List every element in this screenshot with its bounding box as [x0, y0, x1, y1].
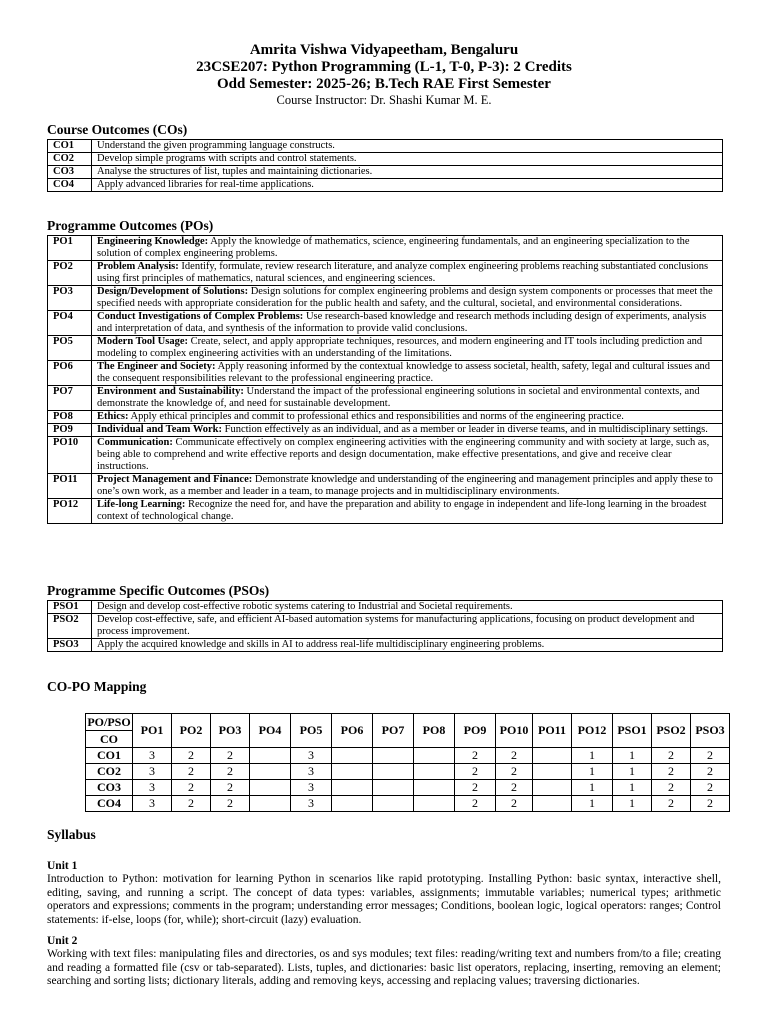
mapping-cell: 1 [572, 780, 613, 796]
outcome-text: Apply advanced libraries for real-time applications. [92, 179, 723, 192]
po-row [48, 261, 723, 286]
mapping-column-header: PO3 [211, 714, 250, 748]
po-row [48, 236, 723, 261]
mapping-cell [250, 764, 291, 780]
outcome-description: Function effectively as an individual, and as a member or leader in diverse teams, and in multidisciplinary settings. [224, 424, 708, 435]
mapping-cell [414, 748, 455, 764]
mapping-cell: 2 [172, 764, 211, 780]
outcome-text [92, 499, 723, 524]
mapping-cell [250, 780, 291, 796]
mapping-column-header: PO6 [332, 714, 373, 748]
mapping-column-header: PSO2 [652, 714, 691, 748]
mapping-column-header: PO4 [250, 714, 291, 748]
course-title: 23CSE207: Python Programming (L-1, T-0, P-3): 2 Credits [196, 59, 572, 75]
mapping-cell [373, 748, 414, 764]
mapping-cell: 2 [652, 780, 691, 796]
mapping-column-header: PO12 [572, 714, 613, 748]
outcome-code: PO10 [48, 437, 92, 474]
outcome-description: Communicate effectively on complex engineering activities with the engineering community and with society at large, such as, being able to comprehend and write effective reports and design documentation, make effective presentations, and give and receive clear instructions. [97, 437, 710, 472]
outcome-code: PO4 [48, 311, 92, 336]
mapping-row-label: CO1 [86, 748, 133, 764]
mapping-column-header: PO1 [133, 714, 172, 748]
outcome-description: Apply ethical principles and commit to professional ethics and responsibilities and norms of the engineering practice. [130, 411, 624, 422]
mapping-cell: 3 [291, 764, 332, 780]
outcome-title: Problem Analysis: [97, 261, 179, 272]
outcome-code: PO2 [48, 261, 92, 286]
outcome-text [92, 474, 723, 499]
mapping-cell: 2 [691, 748, 730, 764]
outcome-text [92, 411, 723, 424]
cos-table [47, 139, 723, 192]
mapping-cell [332, 780, 373, 796]
co-row [48, 140, 723, 153]
mapping-cell [332, 764, 373, 780]
outcome-description: Recognize the need for, and have the preparation and ability to engage in independent and life-long learning in the broadest context of technological change. [97, 499, 707, 522]
po-row [48, 411, 723, 424]
mapping-cell: 2 [211, 748, 250, 764]
mapping-cell: 2 [172, 748, 211, 764]
po-row [48, 499, 723, 524]
mapping-row [86, 796, 730, 812]
mapping-column-header: PO8 [414, 714, 455, 748]
mapping-cell: 1 [572, 796, 613, 812]
mapping-cell: 2 [652, 796, 691, 812]
mapping-row-label: CO2 [86, 764, 133, 780]
outcome-code: CO1 [48, 140, 92, 153]
mapping-column-header: PO7 [373, 714, 414, 748]
outcome-code: PO1 [48, 236, 92, 261]
outcome-text: Understand the given programming language constructs. [92, 140, 723, 153]
outcome-title: The Engineer and Society: [97, 361, 216, 372]
outcome-code: PO11 [48, 474, 92, 499]
mapping-cell [373, 764, 414, 780]
outcome-description: Apply reasoning informed by the contextual knowledge to assess societal, health, safety, legal and cultural issues and the consequent responsibilities relevant to the professional engineering practice. [97, 361, 710, 384]
outcome-text: Apply the acquired knowledge and skills in AI to address real-life multidisciplinary engineering problems. [92, 639, 723, 652]
outcome-description: Apply the knowledge of mathematics, science, engineering fundamentals, and an engineering specialization to the solution of complex engineering problems. [97, 236, 690, 259]
mapping-cell: 2 [496, 796, 533, 812]
outcome-text [92, 261, 723, 286]
psos-heading: Programme Specific Outcomes (PSOs) [47, 583, 270, 598]
outcome-code: PO12 [48, 499, 92, 524]
mapping-cell: 2 [211, 796, 250, 812]
mapping-row-label: CO4 [86, 796, 133, 812]
mapping-row [86, 780, 730, 796]
outcome-code: CO2 [48, 153, 92, 166]
outcome-code: PO7 [48, 386, 92, 411]
mapping-cell [250, 796, 291, 812]
po-row [48, 386, 723, 411]
outcome-description: Create, select, and apply appropriate techniques, resources, and modern engineering and IT tools including prediction and modeling to complex engineering activities with an understanding of the limitations. [97, 336, 703, 359]
pso-row [48, 601, 723, 614]
outcome-code: PSO3 [48, 639, 92, 652]
mapping-column-header: PO9 [455, 714, 496, 748]
mapping-cell [373, 796, 414, 812]
pos-table [47, 235, 723, 524]
mapping-row-label: CO3 [86, 780, 133, 796]
outcome-description: Identify, formulate, review research literature, and analyze complex engineering problems reaching substantiated conclusions using first principles of mathematics, natural sciences, and engineering sciences. [97, 261, 709, 284]
mapping-cell: 3 [133, 780, 172, 796]
outcome-code: CO4 [48, 179, 92, 192]
po-row [48, 286, 723, 311]
outcome-code: PSO1 [48, 601, 92, 614]
mapping-cell: 2 [496, 764, 533, 780]
unit2-title: Unit 2 [47, 935, 78, 947]
outcome-title: Life-long Learning: [97, 499, 186, 510]
mapping-cell: 2 [211, 780, 250, 796]
outcome-description: Design solutions for complex engineering problems and design system components or processes that meet the specified needs with appropriate consideration for the public health and safety, and the cultural, societal, and environmental considerations. [97, 286, 713, 309]
outcome-code: PO3 [48, 286, 92, 311]
outcome-title: Project Management and Finance: [97, 474, 253, 485]
mapping-cell [533, 748, 572, 764]
mapping-cell: 2 [691, 764, 730, 780]
outcome-description: Demonstrate knowledge and understanding of the engineering and management principles and apply these to one’s own work, as a member and leader in a team, to manage projects and in multidisciplinary environments. [97, 474, 713, 497]
outcome-text: Analyse the structures of list, tuples and maintaining dictionaries. [92, 166, 723, 179]
mapping-cell: 1 [613, 796, 652, 812]
mapping-cell [332, 748, 373, 764]
outcome-text: Design and develop cost-effective robotic systems catering to Industrial and Societal requirements. [92, 601, 723, 614]
mapping-cell: 2 [172, 796, 211, 812]
mapping-column-header: PO2 [172, 714, 211, 748]
mapping-column-header: PO11 [533, 714, 572, 748]
unit1-title: Unit 1 [47, 860, 78, 872]
mapping-row [86, 748, 730, 764]
mapping-column-header: PO10 [496, 714, 533, 748]
mapping-column-header: PSO1 [613, 714, 652, 748]
outcome-text [92, 437, 723, 474]
mapping-cell: 2 [652, 764, 691, 780]
outcome-title: Modern Tool Usage: [97, 336, 189, 347]
mapping-cell: 1 [572, 764, 613, 780]
outcome-code: PO6 [48, 361, 92, 386]
po-row [48, 474, 723, 499]
pos-heading: Programme Outcomes (POs) [47, 218, 214, 233]
mapping-cell: 2 [455, 780, 496, 796]
mapping-cell: 3 [291, 748, 332, 764]
mapping-corner-cell [86, 714, 133, 748]
mapping-cell: 3 [133, 748, 172, 764]
co-row [48, 166, 723, 179]
outcome-code: PO9 [48, 424, 92, 437]
po-row [48, 311, 723, 336]
outcome-code: CO3 [48, 166, 92, 179]
outcome-text [92, 424, 723, 437]
pso-row [48, 614, 723, 639]
outcome-title: Environment and Sustainability: [97, 386, 244, 397]
mapping-cell: 2 [496, 748, 533, 764]
mapping-cell: 3 [291, 780, 332, 796]
mapping-cell [533, 796, 572, 812]
mapping-cell: 3 [133, 764, 172, 780]
outcome-text [92, 336, 723, 361]
pso-row [48, 639, 723, 652]
mapping-heading: CO-PO Mapping [47, 679, 147, 694]
mapping-cell: 1 [613, 764, 652, 780]
outcome-description: Use research-based knowledge and research methods including design of experiments, analysis and interpretation of data, and synthesis of the information to provide valid conclusions. [97, 311, 707, 334]
mapping-cell: 1 [613, 780, 652, 796]
co-row [48, 179, 723, 192]
mapping-cell [250, 748, 291, 764]
mapping-cell: 2 [691, 780, 730, 796]
document-header [0, 42, 768, 107]
mapping-header-row [86, 714, 730, 748]
course-instructor: Course Instructor: Dr. Shashi Kumar M. E. [276, 93, 492, 107]
mapping-cell [332, 796, 373, 812]
mapping-cell: 2 [691, 796, 730, 812]
mapping-cell [414, 764, 455, 780]
outcome-text [92, 311, 723, 336]
outcome-title: Communication: [97, 437, 173, 448]
mapping-cell [533, 764, 572, 780]
outcome-title: Conduct Investigations of Complex Problems: [97, 311, 304, 322]
cos-heading: Course Outcomes (COs) [47, 122, 188, 137]
co-row [48, 153, 723, 166]
mapping-cell [414, 780, 455, 796]
outcome-text [92, 386, 723, 411]
mapping-cell: 2 [496, 780, 533, 796]
mapping-cell: 3 [133, 796, 172, 812]
mapping-cell: 2 [455, 796, 496, 812]
outcome-title: Engineering Knowledge: [97, 236, 209, 247]
mapping-row [86, 764, 730, 780]
outcome-text [92, 286, 723, 311]
mapping-cell: 2 [652, 748, 691, 764]
co-po-mapping-table [85, 713, 730, 812]
outcome-text: Develop cost-effective, safe, and efficient AI-based automation systems for manufacturing applications, focusing on product development and process improvement. [92, 614, 723, 639]
outcome-description: Understand the impact of the professional engineering solutions in societal and environmental contexts, and demonstrate the knowledge of, and need for sustainable development. [97, 386, 700, 409]
mapping-cell: 1 [572, 748, 613, 764]
mapping-cell [414, 796, 455, 812]
outcome-title: Design/Development of Solutions: [97, 286, 249, 297]
corner-top-label: PO/PSO [87, 715, 131, 729]
mapping-cell: 2 [455, 764, 496, 780]
mapping-cell: 2 [172, 780, 211, 796]
outcome-title: Ethics: [97, 411, 129, 422]
mapping-column-header: PO5 [291, 714, 332, 748]
mapping-column-header: PSO3 [691, 714, 730, 748]
po-row [48, 361, 723, 386]
po-row [48, 336, 723, 361]
mapping-cell: 2 [455, 748, 496, 764]
outcome-code: PSO2 [48, 614, 92, 639]
outcome-text [92, 236, 723, 261]
mapping-cell: 3 [291, 796, 332, 812]
corner-bottom-label: CO [100, 732, 118, 746]
unit1-text: Introduction to Python: motivation for learning Python in scenarios like rapid prototyping. Installing Python: basic syntax, interactive shell, editing, saving, and running a script. The concept of data types: variables, assignments; immutable variables; numerical types; arithmetic operators and expressions; comments in the program; understanding error messages; Conditions, boolean logic, logical operators: ranges; Control statements: if-else, loops (for, while); short-circuit (lazy) evaluation. [47, 873, 721, 926]
unit2-text: Working with text files: manipulating files and directories, os and sys modules; text files: reading/writing text and numbers from/to a file; creating and reading a formatted file (csv or tab-separated). Lists, tuples, and dictionaries: basic list operators, replacing, inserting, removing an element; searching and sorting lists; dictionary literals, adding and removing keys, accessing and replacing values; traversing dictionaries. [47, 948, 721, 987]
syllabus-heading: Syllabus [47, 827, 96, 842]
outcome-title: Individual and Team Work: [97, 424, 222, 435]
outcome-text [92, 361, 723, 386]
po-row [48, 424, 723, 437]
po-row [48, 437, 723, 474]
psos-table [47, 600, 723, 652]
mapping-cell: 2 [211, 764, 250, 780]
semester-info: Odd Semester: 2025-26; B.Tech RAE First Semester [217, 76, 551, 92]
mapping-cell: 1 [613, 748, 652, 764]
outcome-text: Develop simple programs with scripts and control statements. [92, 153, 723, 166]
mapping-cell [533, 780, 572, 796]
university-name: Amrita Vishwa Vidyapeetham, Bengaluru [249, 42, 519, 58]
outcome-code: PO8 [48, 411, 92, 424]
mapping-cell [373, 780, 414, 796]
outcome-code: PO5 [48, 336, 92, 361]
